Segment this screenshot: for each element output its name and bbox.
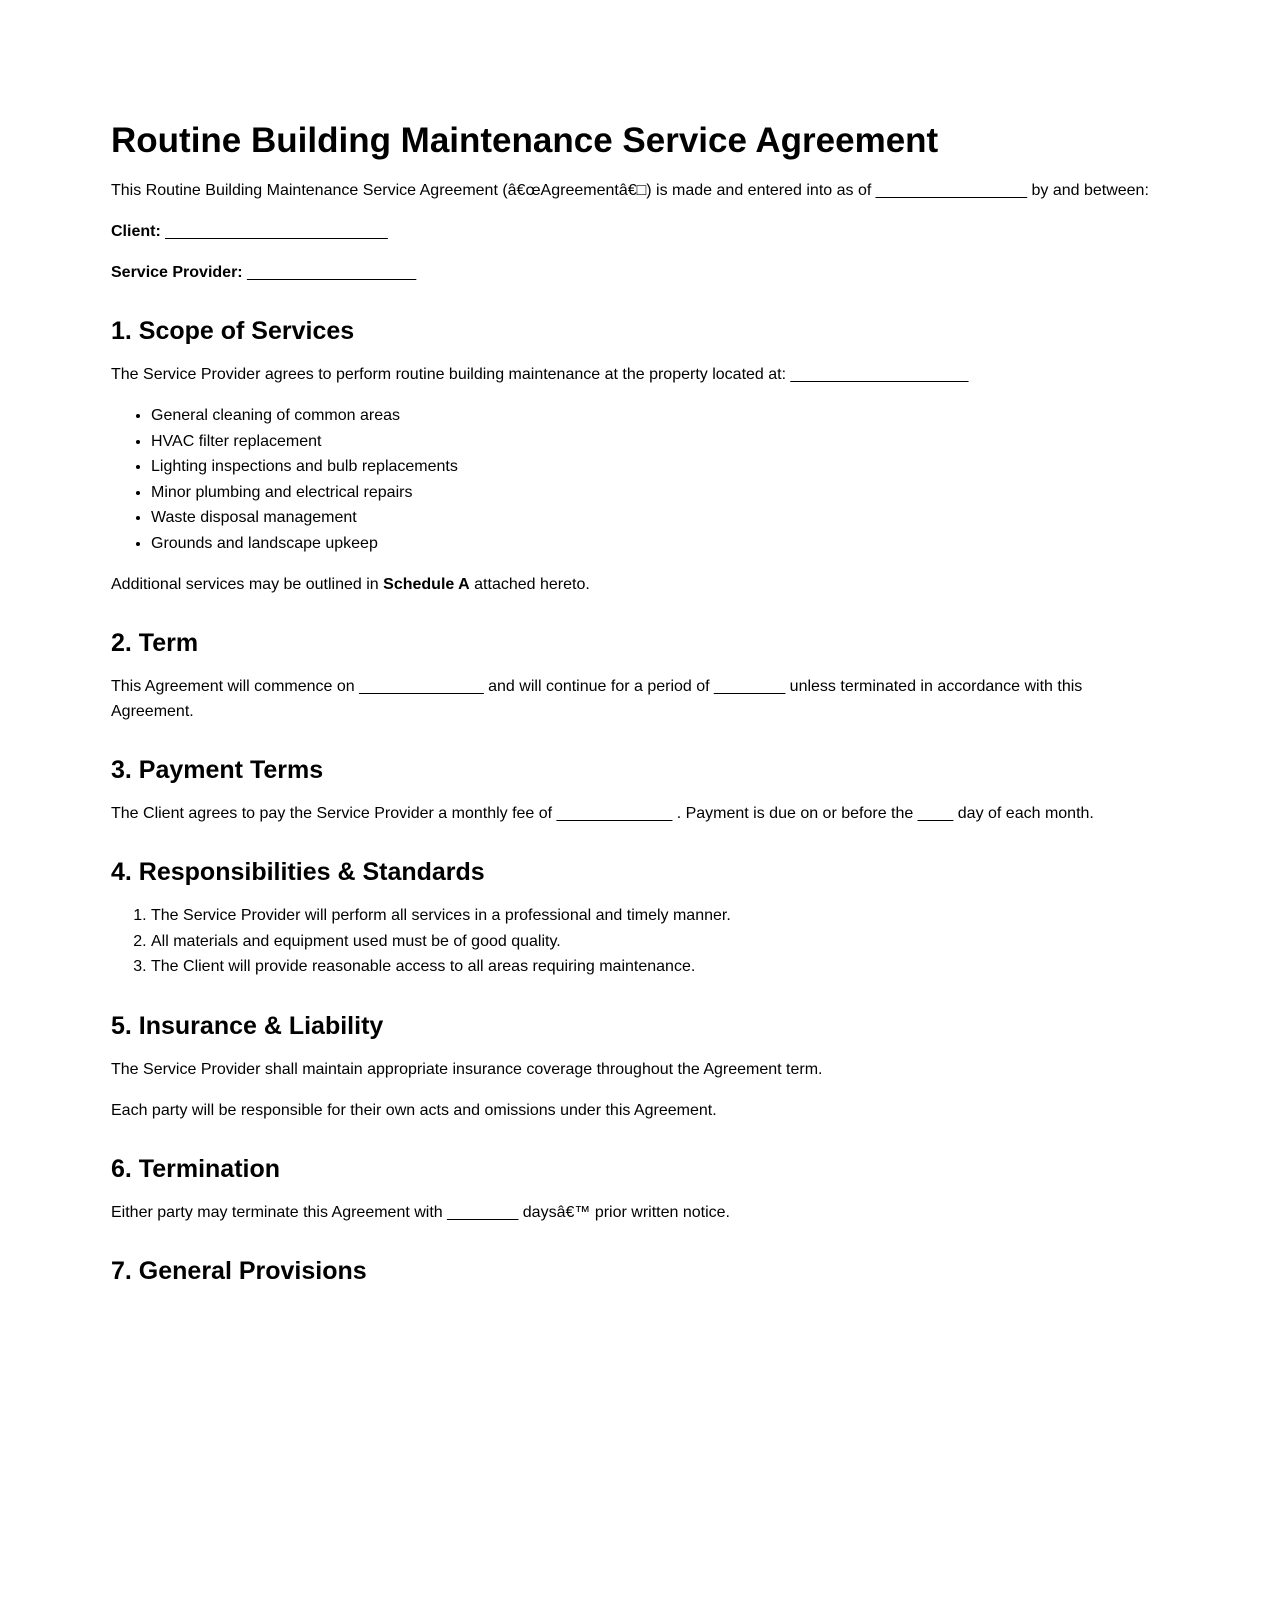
termination-text-2: daysâ€™ prior written notice.: [518, 1203, 730, 1221]
service-provider-label: Service Provider:: [111, 264, 248, 281]
term-text-2: and will continue for a period of: [483, 678, 715, 695]
client-line: [111, 219, 1152, 244]
insurance-paragraph-1: The Service Provider shall maintain appropriate insurance coverage throughout the Agreement term.: [111, 1060, 823, 1078]
insurance-paragraph-2: Each party will be responsible for their own acts and omissions under this Agreement.: [111, 1101, 717, 1119]
section-heading-payment: 3. Payment Terms: [111, 756, 324, 784]
section-heading-termination: 6. Termination: [111, 1154, 281, 1183]
list-item: • General cleaning of common areas: [151, 403, 1152, 429]
section-heading-insurance: 5. Insurance & Liability: [111, 1011, 384, 1040]
term-text-3: unless terminated in accordance with this Agreement.: [111, 678, 1083, 720]
intro-text: This Routine Building Maintenance Service Agreement (â€œAgreementâ€□) is made and entered into as of: [111, 182, 876, 199]
schedule-a-reference: Schedule A: [383, 576, 470, 593]
list-item: 1. The Service Provider will perform all services in a professional and timely manner.: [151, 903, 1152, 929]
section-general-provisions: [111, 1256, 1152, 1286]
client-name-blank: _________________________: [165, 223, 388, 240]
client-label: Client:: [111, 223, 166, 240]
intro-paragraph: [111, 178, 1152, 203]
section-responsibilities: [111, 857, 1152, 980]
due-day-blank: ____: [917, 805, 954, 822]
section-payment-terms: [111, 755, 1152, 826]
list-item: 2. All materials and equipment used must be of good quality.: [151, 929, 1152, 955]
list-item: • Lighting inspections and bulb replacements: [151, 454, 1152, 480]
section-insurance-liability: [111, 1011, 1152, 1123]
additional-text-after: attached hereto.: [469, 576, 590, 593]
list-item: • Waste disposal management: [151, 505, 1152, 531]
section-heading-scope: 1. Scope of Services: [111, 317, 355, 345]
service-provider-line: [111, 260, 1152, 285]
scope-paragraph: [111, 362, 1152, 387]
section-scope-of-services: [111, 316, 1152, 597]
monthly-fee-blank: _____________: [556, 805, 673, 822]
payment-paragraph: [111, 801, 1152, 826]
term-text-1: This Agreement will commence on: [111, 678, 360, 695]
intro-text-after: by and between:: [1027, 182, 1149, 199]
payment-text-3: day of each month.: [953, 805, 1094, 822]
scope-text: The Service Provider agrees to perform routine building maintenance at the property located at:: [111, 366, 791, 383]
responsibilities-list: [111, 903, 1152, 980]
term-period-blank: ________: [714, 678, 786, 695]
section-heading-general: 7. General Provisions: [111, 1256, 367, 1285]
section-heading-term: 2. Term: [111, 629, 199, 657]
service-provider-name-blank: ___________________: [247, 264, 417, 281]
additional-services-paragraph: [111, 572, 1152, 597]
scope-services-list: [111, 403, 1152, 556]
additional-text: Additional services may be outlined in: [111, 576, 384, 593]
termination-paragraph: [111, 1200, 1152, 1225]
payment-text-2: . Payment is due on or before the: [672, 805, 918, 822]
notice-days-blank: ________: [447, 1203, 519, 1221]
list-item: 3. The Client will provide reasonable access to all areas requiring maintenance.: [151, 954, 1152, 980]
payment-text-1: The Client agrees to pay the Service Provider a monthly fee of: [111, 805, 557, 822]
term-paragraph: [111, 674, 1152, 724]
termination-text-1: Either party may terminate this Agreement with: [111, 1203, 448, 1221]
property-address-blank: ____________________: [790, 366, 969, 383]
list-item: • Grounds and landscape upkeep: [151, 531, 1152, 557]
agreement-date-blank: _________________: [875, 182, 1028, 199]
section-heading-responsibilities: 4. Responsibilities & Standards: [111, 858, 485, 886]
page-title: Routine Building Maintenance Service Agreement: [111, 121, 939, 160]
list-item: • Minor plumbing and electrical repairs: [151, 480, 1152, 506]
section-term: [111, 628, 1152, 724]
list-item: • HVAC filter replacement: [151, 429, 1152, 455]
commence-date-blank: ______________: [359, 678, 484, 695]
section-termination: [111, 1154, 1152, 1225]
